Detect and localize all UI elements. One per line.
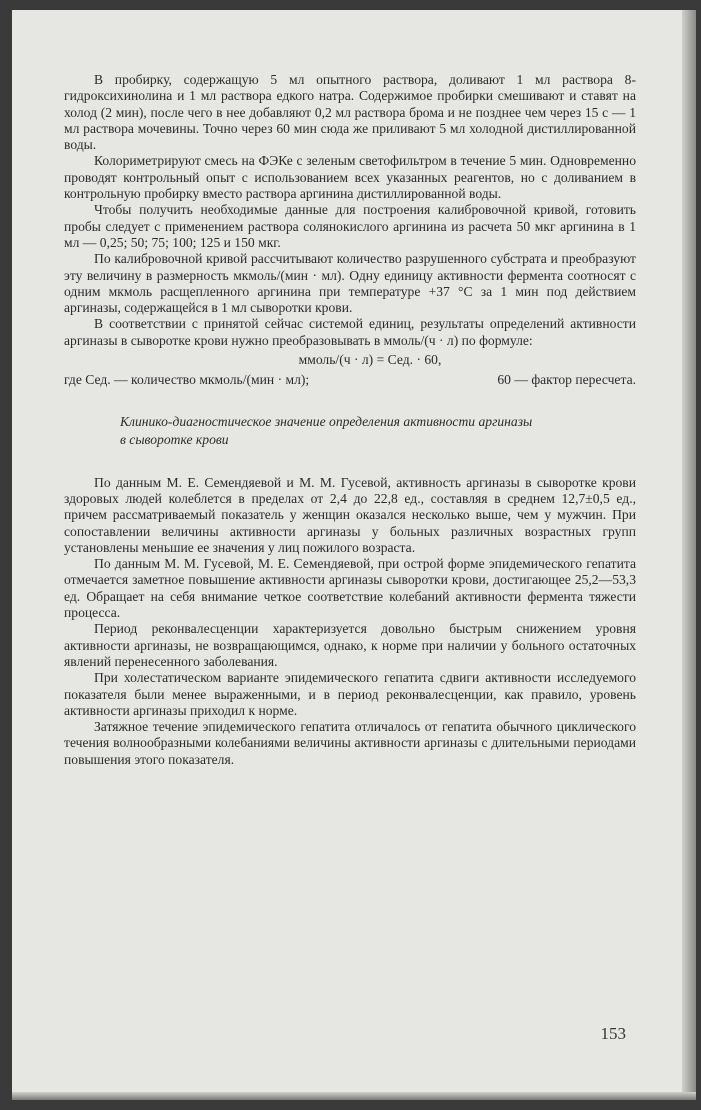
paragraph: В соответствии с принятой сейчас системой единиц, результаты определений активности аргиназы в сыворотке крови нужно преобразовывать в ммоль/(ч · л) по формуле:	[64, 316, 636, 348]
formula: ммоль/(ч · л) = Сед. · 60,	[298, 352, 442, 368]
paragraph: Колориметрируют смесь на ФЭКе с зеленым светофильтром в течение 5 мин. Одновременно проводят контрольный опыт с использованием всех указанных реагентов, но с доливанием в контрольную пробирку вместо раствора аргинина дистиллированной воды.	[64, 153, 636, 202]
paragraph: В пробирку, содержащую 5 мл опытного раствора, доливают 1 мл раствора 8-гидроксихинолина и 1 мл раствора едкого натра. Содержимое пробирки смешивают и ставят на холод (2 мин), после чего в нее добавляют 0,2 мл раствора брома и не позднее чем через 15 с — 1 мл раствора мочевины. Точно через 60 мин сюда же приливают 5 мл холодной дистиллированной воды.	[64, 72, 636, 153]
page-number: 153	[600, 1024, 626, 1043]
book-page	[12, 10, 696, 1100]
section-title: Клинико-диагностическое значение определения активности аргиназы в сыворотке крови	[120, 413, 533, 447]
paragraph: Чтобы получить необходимые данные для построения калибровочной кривой, готовить пробы следует с применением раствора солянокислого аргинина из расчета 50 мкг аргинина в 1 мл — 0,25; 50; 75; 100; 125 и 150 мкг.	[64, 202, 636, 250]
formula-note-right: 60 — фактор пересчета.	[497, 372, 636, 388]
paragraph: По калибровочной кривой рассчитывают количество разрушенного субстрата и преобразуют эту величину в размерность мкмоль/(мин · мл). Одну единицу активности фермента соотносят с одним мкмоль расщепленного аргинина при температуре +37 °С за 1 мин под действием аргиназы, содержащейся в 1 мл сыворотки крови.	[64, 251, 636, 316]
paragraph: По данным М. Е. Семендяевой и М. М. Гусевой, активность аргиназы в сыворотке крови здоровых людей колеблется в пределах от 2,4 до 22,8 ед., составляя в среднем 12,7±0,5 ед., причем рассматриваемый показатель у женщин оказался несколько выше, чем у мужчин. При сопоставлении величины активности аргиназы у больных различных возрастных групп установлены меньшие ее значения у лиц пожилого возраста.	[64, 474, 636, 555]
body-text	[64, 72, 636, 768]
page-edge-shadow	[682, 10, 696, 1100]
formula-note-left: где Сед. — количество мкмоль/(мин · мл);	[64, 372, 310, 388]
paragraph: По данным М. М. Гусевой, М. Е. Семендяевой, при острой форме эпидемического гепатита отмечается заметное повышение активности аргиназы сыворотки крови, достигающее 25,2—53,3 ед. Обращает на себя внимание четкое соответствие колебаний активности фермента тяжести процесса.	[64, 556, 636, 621]
page-bottom-shadow	[12, 1092, 696, 1100]
paragraph: Затяжное течение эпидемического гепатита отличалось от гепатита обычного циклического течения волнообразными колебаниями величины активности аргиназы с длительными периодами повышения этого показателя.	[64, 719, 636, 767]
paragraph: При холестатическом варианте эпидемического гепатита сдвиги активности исследуемого показателя были менее выраженными, и в период реконвалесценции, как правило, уровень активности аргиназы приходил к норме.	[64, 670, 636, 718]
formula-note	[64, 372, 636, 388]
paragraph: Период реконвалесценции характеризуется довольно быстрым снижением уровня активности аргиназы, не возвращающимся, однако, к норме при наличии у больного остаточных явлений перенесенного заболевания.	[64, 621, 636, 669]
